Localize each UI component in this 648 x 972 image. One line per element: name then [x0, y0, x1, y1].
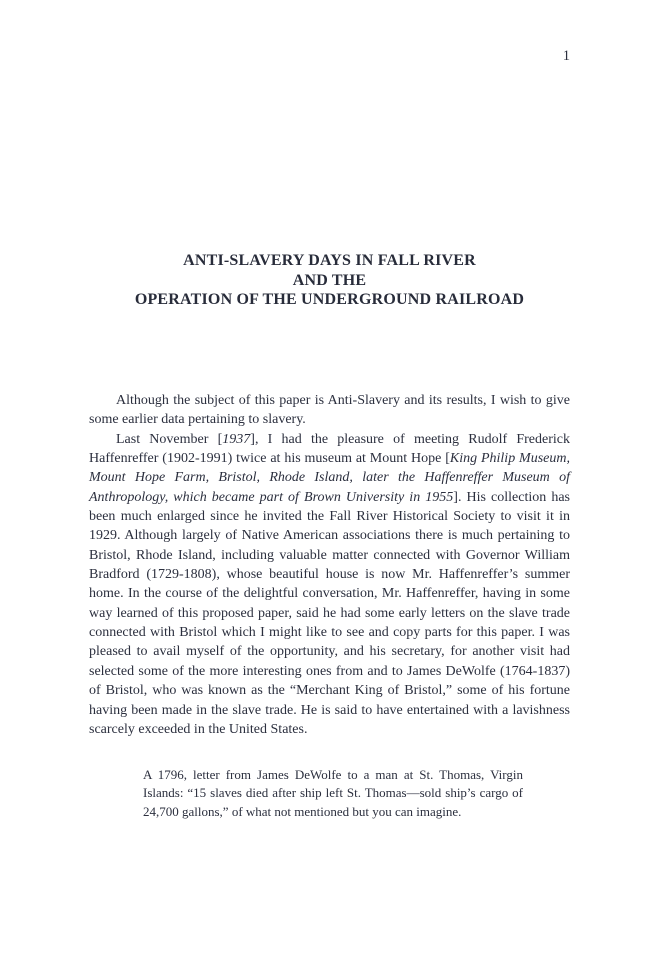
text-segment: ]. His collection has been much enlarged since he invited the Fall River Historical Society to visit it in 1929. Although largely of Native American associations there is much pertaining to Bristol, Rhode Island, including valuable matter connected with Governor William Bradford (1729-1808), whose beautiful house is now Mr. Haffenreffer’s summer home. In the course of the delightful conversation, Mr. Haffenreffer, having in some way learned of this proposed paper, said he had some early letters on the slave trade connected with Bristol which I might like to see and copy parts for this paper. I was pleased to avail myself of the opportunity, and his secretary, for another visit had selected some of the more interesting ones from and to James DeWolfe (1764-1837) of Bristol, who was known as the “Merchant King of Bristol,” some of his fortune having been made in the slave trade. He is said to have entertained with a lavishness scarcely exceeded in the United States.	[89, 489, 570, 737]
title-line-1: ANTI-SLAVERY DAYS IN FALL RIVER	[183, 252, 476, 269]
page-number: 1	[562, 48, 570, 64]
block-quote-dewolfe-letter: A 1796, letter from James DeWolfe to a man at St. Thomas, Virgin Islands: “15 slaves died after ship left St. Thomas—sold ship’s cargo of 24,700 gallons,” of what not mentioned but you can imagine.	[143, 767, 523, 819]
title-line-2: AND THE	[292, 271, 367, 289]
paragraph-haffenreffer	[89, 430, 570, 740]
text-segment: Last November [	[116, 431, 223, 447]
text-segment-italic-museum: King Philip Museum, Mount Hope Farm, Bristol, Rhode Island, later the Haffenreffer Museum of Anthropology, which became part of Brown University in 1955	[89, 451, 570, 505]
text-segment-italic-year: 1937	[222, 431, 251, 447]
paragraph-intro: Although the subject of this paper is Anti-Slavery and its results, I wish to give some earlier data pertaining to slavery.	[89, 393, 570, 428]
title-line-3: OPERATION OF THE UNDERGROUND RAILROAD	[134, 291, 525, 309]
document-body	[89, 391, 570, 821]
text-segment: ], I had the pleasure of meeting Rudolf Frederick Haffenreffer (1902-1991) twice at his museum at Mount Hope [	[89, 431, 571, 467]
document-title	[89, 251, 570, 310]
